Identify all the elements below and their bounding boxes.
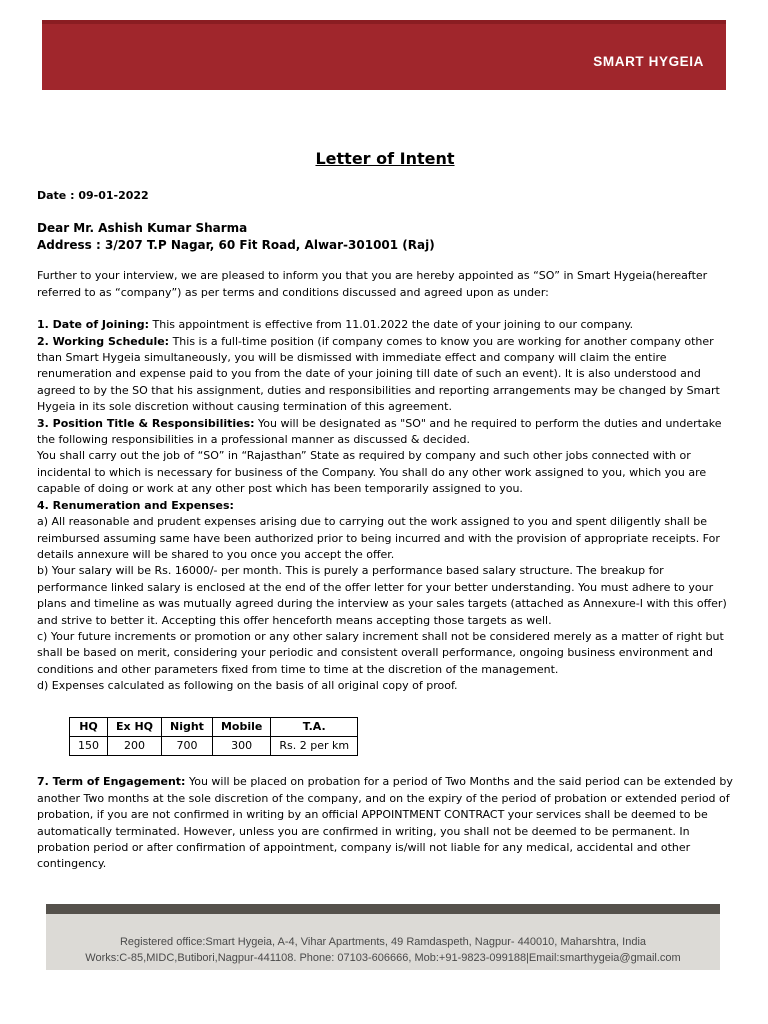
table-header-cell: Mobile xyxy=(212,717,270,736)
intro-paragraph: Further to your interview, we are pleased to inform you that you are hereby appointed as “SO” in Smart Hygeia(hereafter referred to as “company”) as per terms and conditions discussed and agreed upon as under: xyxy=(37,269,708,299)
renumeration-a: a) All reasonable and prudent expenses arising due to carrying out the work assigned to you and spent diligently shall be reimbursed assuming same have been authorized prior to being incurred and with the provision of appropriate receipts. For details annexure will be shared to you once you accept the offer. xyxy=(37,515,720,561)
table-header-cell: T.A. xyxy=(271,717,358,736)
section-label: 1. Date of Joining: xyxy=(37,318,150,332)
table-cell: 150 xyxy=(70,736,108,755)
section-label: 7. Term of Engagement: xyxy=(37,775,186,789)
table-cell: 200 xyxy=(108,736,162,755)
recipient-address: Address : 3/207 T.P Nagar, 60 Fit Road, Alwar-301001 (Raj) xyxy=(37,238,435,253)
expense-table xyxy=(69,717,358,757)
table-cell: 700 xyxy=(162,736,213,755)
section-label: 2. Working Schedule: xyxy=(37,334,170,348)
letter-body xyxy=(37,148,733,873)
table-header-cell: Night xyxy=(162,717,213,736)
table-header-cell: HQ xyxy=(70,717,108,736)
table-header-cell: Ex HQ xyxy=(108,717,162,736)
salutation: Dear Mr. Ashish Kumar Sharma xyxy=(37,221,248,236)
section-text: This is a full-time position (if company comes to know you are working for another company other than Smart Hygeia simultaneously, you will be dismissed with immediate effect and company will claim the entire renumeration and expense paid to you from the date of your joining till date of such an event). It is also understood and agreed to by the SO that his assignment, duties and responsibilities and reporting arrangements may be changed by Smart Hygeia in its sole discretion without causing termination of this agreement. xyxy=(37,334,720,414)
footer-divider xyxy=(46,904,720,914)
table-cell: Rs. 2 per km xyxy=(271,736,358,755)
renumeration-c: c) Your future increments or promotion or any other salary increment shall not be considered merely as a matter of right but shall be based on merit, considering your periodic and consistent overall performance, ongoing business environment and conditions and other parameters fixed from time to time at the discretion of the management. xyxy=(37,629,724,676)
brand-name: SMART HYGEIA xyxy=(593,54,704,69)
section-joining xyxy=(37,317,733,333)
table-header-row xyxy=(70,717,358,736)
section-text: You will be placed on probation for a period of Two Months and the said period can be extended by another Two months at the sole discretion of the company, and on the expiry of the period of probation or extended period of probation, if you are not confirmed in writing by an official APPOINTMENT CONTRACT your services shall be deemed to be automatically terminated. However, unless you are confirmed in writing, you shall not be deemed to be permanent. In probation period or after confirmation of appointment, company is/will not liable for any medical, accidental and other contingency. xyxy=(37,775,733,871)
section-working-schedule xyxy=(37,334,733,416)
renumeration-b: b) Your salary will be Rs. 16000/- per month. This is purely a performance based salary structure. The breakup for performance linked salary is enclosed at the end of the offer letter for your better understanding. You must adhere to your plans and timeline as was mutually agreed during the interview as your sales targets (attached as Annexure-I with this offer) and strive to better it. Accepting this offer henceforth means accepting those targets as well. xyxy=(37,564,727,627)
footer-works-contact: Works:C-85,MIDC,Butibori,Nagpur-441108. Phone: 07103-606666, Mob:+91-9823-099188|Email:smarthygeia@gmail.com xyxy=(85,952,681,964)
footer-address xyxy=(46,934,720,966)
recipient-block xyxy=(37,220,733,254)
section-text: You will be designated as "SO" and he required to perform the duties and undertake the following responsibilities in a professional manner as discussed & decided. xyxy=(37,416,722,447)
table-row xyxy=(70,736,358,755)
table-cell: 300 xyxy=(212,736,270,755)
letter-title: Letter of Intent xyxy=(315,149,455,168)
section-text: This appointment is effective from 11.01.2022 the date of your joining to our company. xyxy=(149,318,634,332)
section-renumeration-label xyxy=(37,498,733,514)
section-position xyxy=(37,416,733,449)
header-banner xyxy=(42,20,726,90)
section-label: 3. Position Title & Responsibilities: xyxy=(37,416,255,430)
footer-registered-office: Registered office:Smart Hygeia, A-4, Vihar Apartments, 49 Ramdaspeth, Nagpur- 440010, Maharshtra, India xyxy=(119,936,647,948)
section-term-of-engagement xyxy=(37,774,733,872)
renumeration-d: d) Expenses calculated as following on the basis of all original copy of proof. xyxy=(37,679,458,693)
section-label: 4. Renumeration and Expenses: xyxy=(37,498,234,512)
header-top-line xyxy=(42,20,726,24)
letter-date: Date : 09-01-2022 xyxy=(37,189,149,202)
section-position-duties: You shall carry out the job of “SO” in “Rajasthan” State as required by company and such other jobs connected with or incidental to which is necessary for business of the Company. You shall do any other work assigned to you, which you are capable of doing or work at any other post which has been temporarily assigned to you. xyxy=(37,449,707,496)
